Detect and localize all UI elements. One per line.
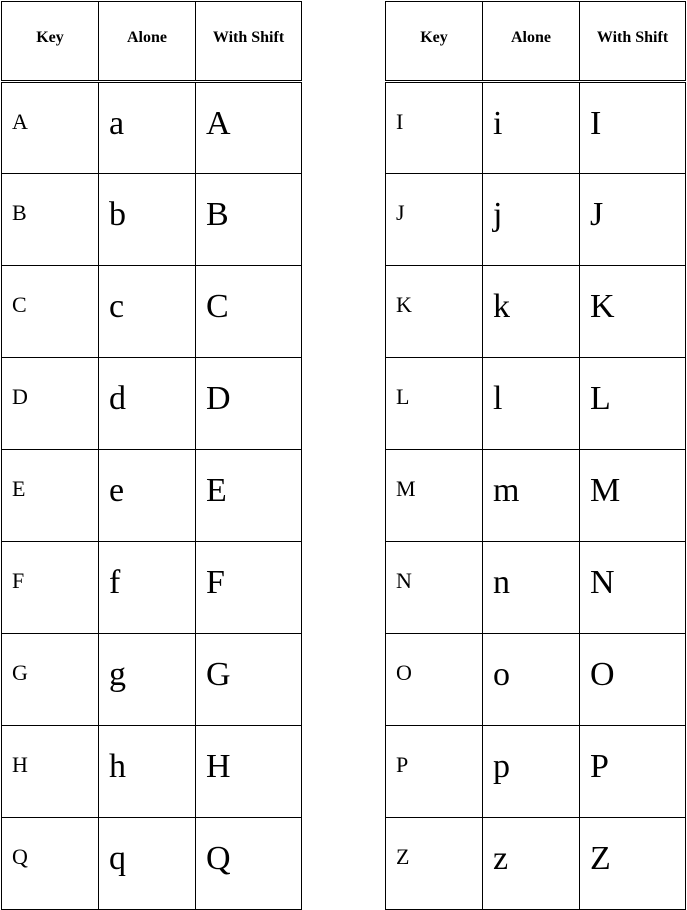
key-cell: K	[386, 266, 483, 358]
right-key-table	[385, 1, 686, 910]
table-row	[386, 542, 686, 634]
with-shift-cell: M	[580, 450, 686, 542]
header-with-shift: With Shift	[580, 2, 686, 82]
alone-cell: q	[99, 818, 196, 910]
header-row	[2, 2, 302, 82]
table-row	[2, 726, 302, 818]
key-cell: Z	[386, 818, 483, 910]
alone-cell: c	[99, 266, 196, 358]
key-cell: B	[2, 174, 99, 266]
with-shift-cell: G	[196, 634, 302, 726]
alone-cell: f	[99, 542, 196, 634]
table-row	[386, 726, 686, 818]
key-cell: M	[386, 450, 483, 542]
with-shift-cell: N	[580, 542, 686, 634]
header-alone: Alone	[483, 2, 580, 82]
header-key: Key	[2, 2, 99, 82]
alone-cell: p	[483, 726, 580, 818]
with-shift-cell: E	[196, 450, 302, 542]
table-row	[2, 266, 302, 358]
alone-cell: n	[483, 542, 580, 634]
table-row	[2, 634, 302, 726]
table-row	[2, 82, 302, 174]
key-cell: Q	[2, 818, 99, 910]
key-cell: J	[386, 174, 483, 266]
table-row	[2, 542, 302, 634]
right-table-body	[386, 82, 686, 910]
alone-cell: z	[483, 818, 580, 910]
table-row	[386, 266, 686, 358]
alone-cell: b	[99, 174, 196, 266]
table-row	[2, 174, 302, 266]
table-row	[2, 818, 302, 910]
header-with-shift: With Shift	[196, 2, 302, 82]
alone-cell: i	[483, 82, 580, 174]
table-row	[2, 358, 302, 450]
table-row	[386, 82, 686, 174]
alone-cell: d	[99, 358, 196, 450]
table-row	[386, 634, 686, 726]
header-key: Key	[386, 2, 483, 82]
key-cell: E	[2, 450, 99, 542]
key-cell: A	[2, 82, 99, 174]
with-shift-cell: A	[196, 82, 302, 174]
with-shift-cell: Q	[196, 818, 302, 910]
alone-cell: j	[483, 174, 580, 266]
left-key-table	[1, 1, 302, 910]
alone-cell: g	[99, 634, 196, 726]
left-table-body	[2, 82, 302, 910]
key-cell: F	[2, 542, 99, 634]
with-shift-cell: H	[196, 726, 302, 818]
key-cell: C	[2, 266, 99, 358]
key-cell: D	[2, 358, 99, 450]
alone-cell: m	[483, 450, 580, 542]
key-cell: N	[386, 542, 483, 634]
key-cell: P	[386, 726, 483, 818]
table-row	[386, 174, 686, 266]
key-cell: H	[2, 726, 99, 818]
alone-cell: l	[483, 358, 580, 450]
alone-cell: h	[99, 726, 196, 818]
with-shift-cell: C	[196, 266, 302, 358]
key-cell: I	[386, 82, 483, 174]
with-shift-cell: B	[196, 174, 302, 266]
with-shift-cell: K	[580, 266, 686, 358]
table-row	[2, 450, 302, 542]
key-cell: G	[2, 634, 99, 726]
key-cell: O	[386, 634, 483, 726]
with-shift-cell: D	[196, 358, 302, 450]
with-shift-cell: I	[580, 82, 686, 174]
with-shift-cell: L	[580, 358, 686, 450]
header-row	[386, 2, 686, 82]
with-shift-cell: Z	[580, 818, 686, 910]
with-shift-cell: P	[580, 726, 686, 818]
alone-cell: o	[483, 634, 580, 726]
alone-cell: a	[99, 82, 196, 174]
alone-cell: k	[483, 266, 580, 358]
key-cell: L	[386, 358, 483, 450]
alone-cell: e	[99, 450, 196, 542]
with-shift-cell: F	[196, 542, 302, 634]
with-shift-cell: O	[580, 634, 686, 726]
header-alone: Alone	[99, 2, 196, 82]
table-row	[386, 358, 686, 450]
with-shift-cell: J	[580, 174, 686, 266]
table-row	[386, 450, 686, 542]
table-row	[386, 818, 686, 910]
